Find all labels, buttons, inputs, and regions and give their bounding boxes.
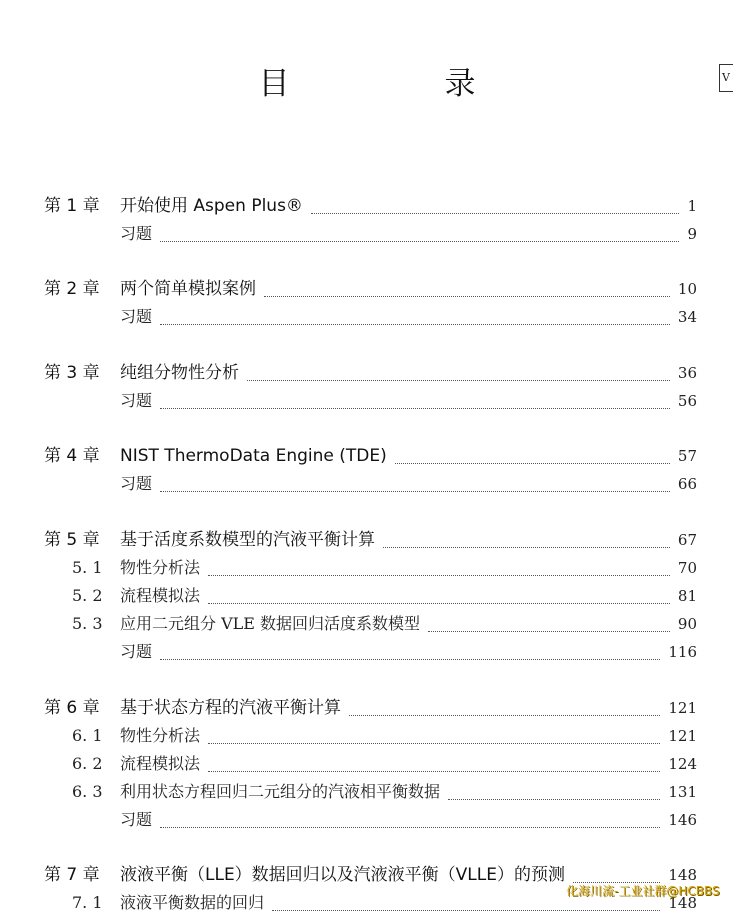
toc-page-number: 34 bbox=[677, 308, 697, 326]
toc-section-row bbox=[0, 807, 734, 833]
toc-entry-title: 流程模拟法 bbox=[120, 754, 201, 773]
toc-dot-leader bbox=[160, 241, 679, 242]
toc-page-number: 9 bbox=[687, 225, 697, 243]
toc-chapter-row bbox=[0, 276, 734, 302]
toc-page-number: 57 bbox=[677, 447, 697, 465]
toc-entry-title: 两个简单模拟案例 bbox=[120, 279, 256, 299]
toc-entry-title: 开始使用 Aspen Plus® bbox=[120, 196, 303, 216]
toc-page-number: 121 bbox=[668, 699, 697, 717]
toc-dot-leader bbox=[428, 631, 670, 632]
toc-entry-number: 5. 1 bbox=[72, 558, 103, 577]
toc-section-row bbox=[0, 583, 734, 609]
toc-entry-number: 第 7 章 bbox=[44, 865, 100, 885]
toc-page-number: 146 bbox=[668, 811, 697, 829]
toc-dot-leader bbox=[160, 659, 660, 660]
toc-page-number: 36 bbox=[677, 364, 697, 382]
toc-page-number: 124 bbox=[668, 755, 697, 773]
toc-entry-title: NIST ThermoData Engine (TDE) bbox=[120, 446, 387, 466]
toc-section-row bbox=[0, 471, 734, 497]
toc-section-row bbox=[0, 639, 734, 665]
toc-section-row bbox=[0, 221, 734, 247]
toc-entry-title: 物性分析法 bbox=[120, 558, 201, 577]
toc-entry-title: 应用二元组分 VLE 数据回归活度系数模型 bbox=[120, 614, 421, 633]
toc-entry-number: 5. 3 bbox=[72, 614, 103, 633]
page-title: 目 录 bbox=[258, 66, 538, 102]
toc-entry-number: 第 2 章 bbox=[44, 279, 100, 299]
toc-entry-title: 习题 bbox=[120, 391, 153, 410]
toc-entry-title: 物性分析法 bbox=[120, 726, 201, 745]
toc-section-row bbox=[0, 751, 734, 777]
toc-section-row bbox=[0, 723, 734, 749]
toc-dot-leader bbox=[383, 547, 670, 548]
watermark: 化海川流-工业社群@HCBBS bbox=[566, 884, 720, 898]
toc-page-number: 131 bbox=[668, 783, 697, 801]
toc-dot-leader bbox=[311, 213, 680, 214]
toc-dot-leader bbox=[448, 799, 660, 800]
toc-dot-leader bbox=[395, 463, 670, 464]
toc-dot-leader bbox=[160, 324, 670, 325]
toc-dot-leader bbox=[247, 380, 670, 381]
toc-entry-number: 6. 1 bbox=[72, 726, 103, 745]
toc-page-number: 81 bbox=[677, 587, 697, 605]
toc-entry-number: 第 5 章 bbox=[44, 530, 100, 550]
toc-chapter-row bbox=[0, 360, 734, 386]
toc-chapter-row bbox=[0, 527, 734, 553]
toc-dot-leader bbox=[208, 603, 670, 604]
toc-page-number: 90 bbox=[677, 615, 697, 633]
toc-page-number: 66 bbox=[677, 475, 697, 493]
toc-dot-leader bbox=[272, 910, 660, 911]
toc-entry-title: 液液平衡数据的回归 bbox=[120, 893, 265, 912]
toc-page-number: 67 bbox=[677, 531, 697, 549]
toc-section-row bbox=[0, 388, 734, 414]
toc-section-row bbox=[0, 611, 734, 637]
toc-entry-title: 习题 bbox=[120, 810, 153, 829]
toc-entry-number: 5. 2 bbox=[72, 586, 103, 605]
toc-page-number: 56 bbox=[677, 392, 697, 410]
toc-entry-title: 习题 bbox=[120, 307, 153, 326]
toc-entry-number: 6. 3 bbox=[72, 782, 103, 801]
toc-entry-number: 7. 1 bbox=[72, 893, 103, 912]
toc-section-row bbox=[0, 779, 734, 805]
toc-dot-leader bbox=[160, 827, 660, 828]
toc-page-number: 70 bbox=[677, 559, 697, 577]
toc-entry-title: 习题 bbox=[120, 474, 153, 493]
toc-dot-leader bbox=[160, 408, 670, 409]
toc-entry-number: 6. 2 bbox=[72, 754, 103, 773]
toc-entry-title: 纯组分物性分析 bbox=[120, 363, 239, 383]
toc-page-number: 1 bbox=[687, 197, 697, 215]
toc-entry-title: 习题 bbox=[120, 642, 153, 661]
toc-page-number: 116 bbox=[668, 643, 697, 661]
toc-section-row bbox=[0, 555, 734, 581]
toc-entry-number: 第 6 章 bbox=[44, 698, 100, 718]
toc-page-number: 10 bbox=[677, 280, 697, 298]
toc-dot-leader bbox=[160, 491, 670, 492]
toc-entry-number: 第 1 章 bbox=[44, 196, 100, 216]
toc-chapter-row bbox=[0, 695, 734, 721]
toc-dot-leader bbox=[349, 715, 660, 716]
toc-chapter-row bbox=[0, 443, 734, 469]
toc-entry-title: 习题 bbox=[120, 224, 153, 243]
toc-dot-leader bbox=[208, 743, 660, 744]
toc-chapter-row bbox=[0, 193, 734, 219]
toc-entry-title: 液液平衡（LLE）数据回归以及汽液液平衡（VLLE）的预测 bbox=[120, 865, 565, 885]
toc-entry-number: 第 4 章 bbox=[44, 446, 100, 466]
toc-dot-leader bbox=[208, 771, 660, 772]
toc-entry-title: 基于活度系数模型的汽液平衡计算 bbox=[120, 530, 375, 550]
toc-page-number: 148 bbox=[668, 866, 697, 884]
toc-page-number: 121 bbox=[668, 727, 697, 745]
toc-dot-leader bbox=[208, 575, 670, 576]
page-edge-mark: V bbox=[719, 64, 733, 92]
toc-entry-title: 基于状态方程的汽液平衡计算 bbox=[120, 698, 341, 718]
toc-dot-leader bbox=[264, 296, 670, 297]
toc-page-number: 148 bbox=[668, 894, 697, 912]
toc-section-row bbox=[0, 304, 734, 330]
toc-entry-number: 第 3 章 bbox=[44, 363, 100, 383]
toc-entry-title: 流程模拟法 bbox=[120, 586, 201, 605]
toc-entry-title: 利用状态方程回归二元组分的汽液相平衡数据 bbox=[120, 782, 441, 801]
